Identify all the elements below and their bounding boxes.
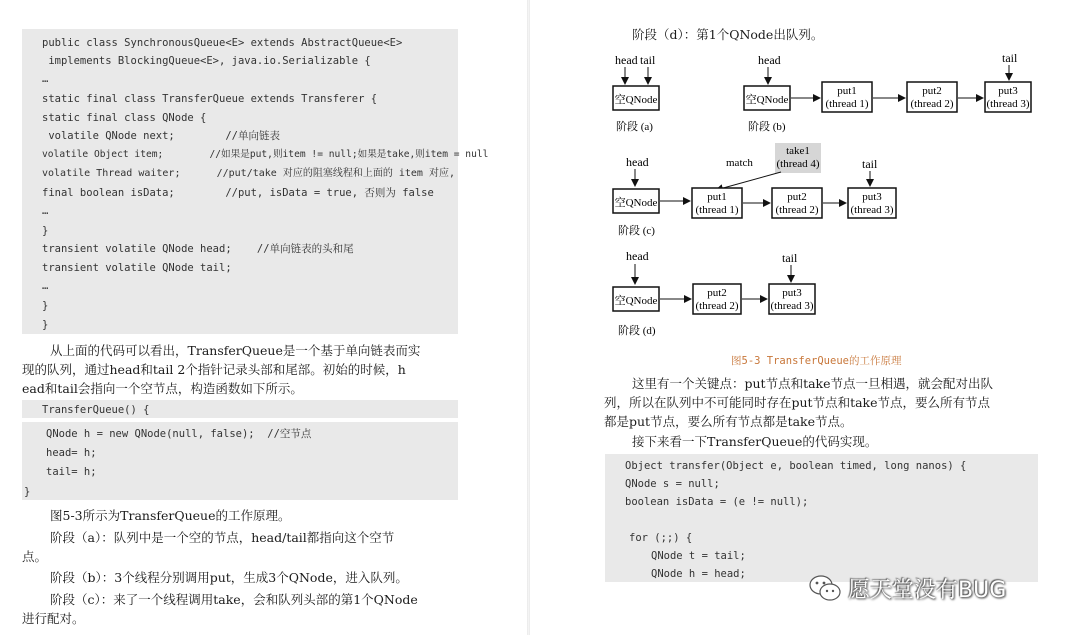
text-line: 这里有一个关键点：put节点和take节点一旦相遇，就会配对出队 (632, 376, 994, 391)
text-line: 阶段（c）：来了一个线程调用take，会和队列头部的第1个QNode (50, 592, 418, 607)
code-line: Object transfer(Object e, boolean timed, long nanos) { (625, 460, 967, 472)
code-line: … (42, 73, 49, 85)
thread2-label: (thread 2) (695, 300, 739, 312)
code-line: TransferQueue() { (42, 404, 150, 416)
paragraph-stage-a (22, 528, 394, 566)
code-line: … (42, 280, 49, 292)
empty-node-label: 空QNode (614, 197, 658, 209)
code-line: static final class QNode { (42, 112, 207, 124)
empty-node-label: 空QNode (614, 295, 658, 307)
paragraph-stage-b (50, 568, 408, 587)
empty-node-label: 空QNode (614, 94, 658, 106)
code-gap (22, 418, 458, 422)
tail-label: tail (782, 251, 798, 265)
put1-label: put1 (707, 191, 727, 203)
code-line: … (42, 205, 49, 217)
code-line: QNode s = null; (625, 478, 720, 490)
code-line: transient volatile QNode tail; (42, 262, 232, 274)
head-label: head (758, 53, 781, 67)
code-line: volatile Object item; //如果是put,则item != null;如果是take,则item = null (42, 149, 489, 160)
paragraph-key-point (604, 374, 993, 431)
code-line: QNode t = tail; (651, 550, 746, 562)
heading-stage-d (632, 25, 823, 44)
code-line: QNode h = head; (651, 568, 746, 580)
thread3-label: (thread 3) (850, 204, 894, 216)
code-line: volatile QNode next; //单向链表 (42, 130, 280, 142)
code-line: } (42, 319, 49, 331)
text-line: 从上面的代码可以看出，TransferQueue是一个基于单向链表而实 (50, 343, 421, 358)
thread1-label: (thread 1) (825, 98, 869, 110)
stage-d (613, 249, 815, 337)
text-line: ead和tail会指向一个空节点，构造函数如下所示。 (22, 381, 303, 396)
code-line: boolean isData = (e != null); (625, 496, 809, 508)
put2-label: put2 (922, 85, 942, 97)
text-line: 都是put节点，要么所有节点都是take节点。 (604, 414, 853, 429)
match-label: match (726, 157, 753, 169)
put1-label: put1 (837, 85, 857, 97)
thread4-label: (thread 4) (776, 158, 820, 170)
code-line: public class SynchronousQueue<E> extends AbstractQueue<E> (42, 37, 403, 49)
stage-label: 阶段 (b) (748, 121, 786, 133)
text-line: 阶段（d）：第1个QNode出队列。 (632, 27, 824, 42)
figure-caption: 图5-3 TransferQueue的工作原理 (731, 355, 902, 367)
text-line: 接下来看一下TransferQueue的代码实现。 (632, 434, 878, 449)
put2-label: put2 (707, 287, 727, 299)
stage-label: 阶段 (d) (618, 325, 656, 337)
text-line: 点。 (22, 549, 48, 564)
wechat-icon (808, 573, 842, 603)
stage-b (744, 51, 1031, 133)
paragraph-intro (22, 341, 420, 398)
code-line: } (42, 225, 49, 237)
thread3-label: (thread 3) (770, 300, 814, 312)
transferqueue-diagram (600, 48, 1050, 348)
tail-label: tail (1002, 51, 1018, 65)
text-line: 图5-3所示为TransferQueue的工作原理。 (50, 508, 291, 523)
watermark-text: 愿天堂没有BUG (848, 577, 1007, 603)
code-line: static final class TransferQueue extends Transferer { (42, 93, 378, 105)
code-line: head= h; (46, 447, 97, 459)
code-line: } (42, 300, 49, 312)
paragraph-figure-ref (50, 506, 291, 525)
code-line: tail= h; (46, 466, 97, 478)
thread1-label: (thread 1) (695, 204, 739, 216)
code-line: implements BlockingQueue<E>, java.io.Serializable { (42, 55, 371, 67)
code-line: QNode h = new QNode(null, false); //空节点 (46, 428, 312, 440)
tail-label: tail (862, 157, 878, 171)
thread2-label: (thread 2) (775, 204, 819, 216)
empty-node-label: 空QNode (745, 94, 789, 106)
code-line: transient volatile QNode head; //单向链表的头和尾 (42, 243, 354, 255)
watermark (808, 568, 1068, 608)
code-block-synchronous-queue (22, 29, 489, 334)
code-line: volatile Thread waiter; //put/take 对应的阻塞线程和上面的 item 对应, (42, 168, 455, 179)
code-block-constructor (22, 400, 458, 500)
head-label: head (626, 249, 649, 263)
head-label: head (615, 53, 638, 67)
text-line: 阶段（b）：3个线程分别调用put，生成3个QNode，进入队列。 (50, 570, 408, 585)
text-line: 进行配对。 (22, 611, 85, 626)
stage-a (613, 53, 659, 133)
paragraph-stage-c (22, 590, 418, 628)
stage-label: 阶段 (a) (616, 121, 653, 133)
put3-label: put3 (782, 287, 802, 299)
paragraph-next (632, 432, 877, 451)
code-line: } (24, 486, 31, 498)
take1-label: take1 (786, 145, 810, 157)
stage-label: 阶段 (c) (618, 225, 655, 237)
stage-c (613, 143, 896, 237)
text-line: 现的队列，通过head和tail 2个指针记录头部和尾部。初始的时候，h (22, 362, 406, 377)
tail-label: tail (640, 53, 656, 67)
thread2-label: (thread 2) (910, 98, 954, 110)
code-line: final boolean isData; //put, isData = true, 否则为 false (42, 187, 434, 199)
text-line: 阶段（a）：队列中是一个空的节点，head/tail都指向这个空节 (50, 530, 395, 545)
thread3-label: (thread 3) (986, 98, 1030, 110)
head-label: head (626, 155, 649, 169)
put3-label: put3 (998, 85, 1018, 97)
text-line: 列，所以在队列中不可能同时存在put节点和take节点，要么所有节点 (604, 395, 991, 410)
put3-label: put3 (862, 191, 882, 203)
put2-label: put2 (787, 191, 807, 203)
code-block-transfer (605, 454, 1038, 582)
code-line: for (;;) { (629, 532, 693, 544)
